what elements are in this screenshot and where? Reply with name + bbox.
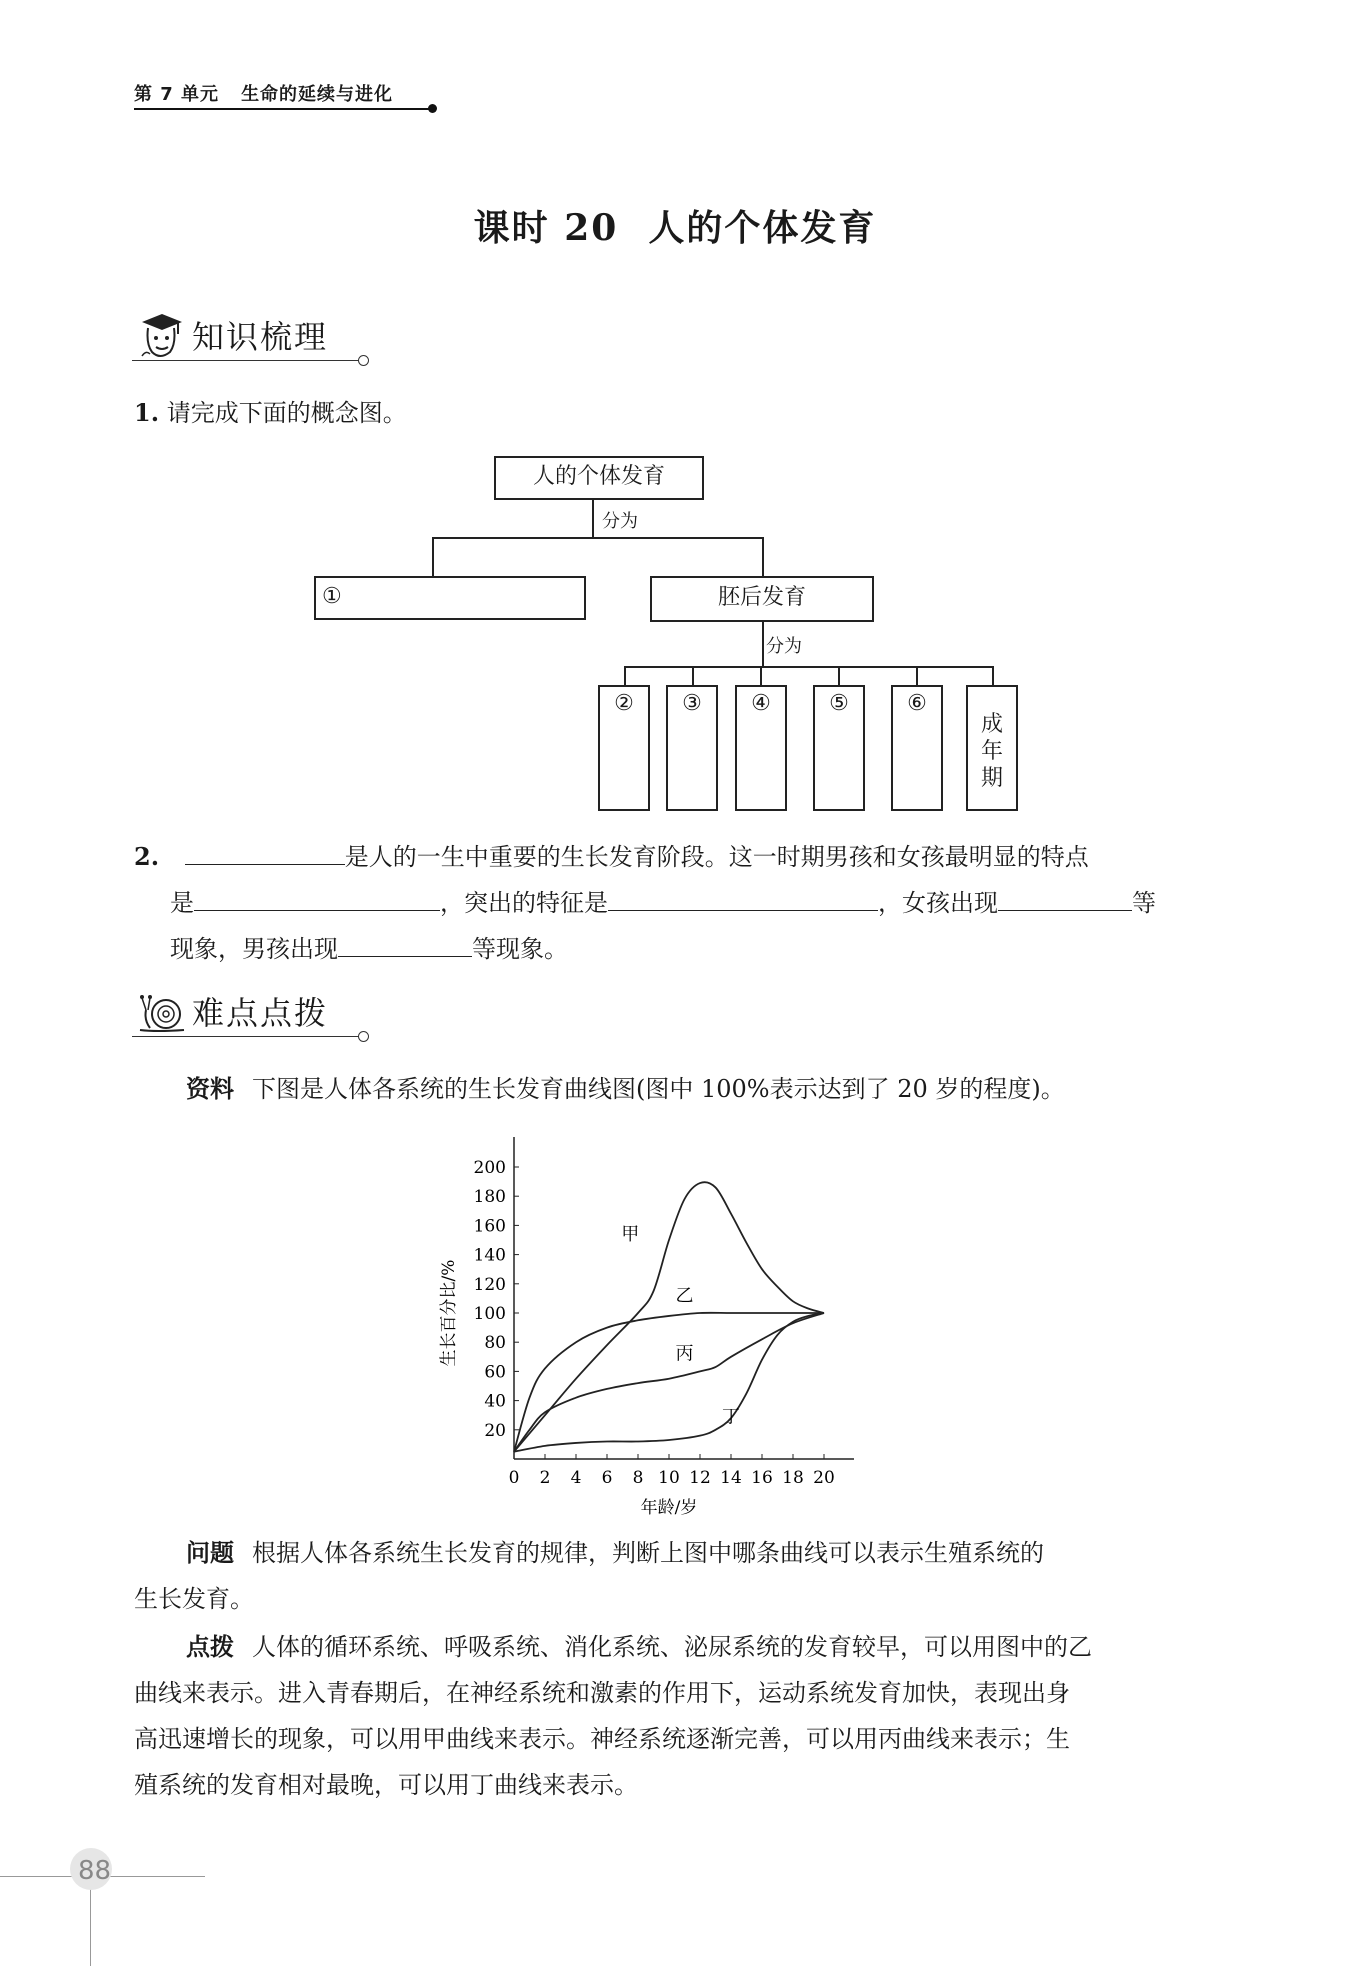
hint-line-2: 曲线来表示。进入青春期后，在神经系统和激素的作用下，运动系统发育加快，表现出身 — [134, 1679, 1070, 1707]
series-label-1: 甲 — [621, 1224, 640, 1245]
graduate-cap-face-icon — [136, 310, 186, 360]
q2-blank-girls[interactable] — [998, 880, 1132, 911]
hint-label: 点拨 — [186, 1632, 234, 1661]
y-tick-label: 40 — [484, 1391, 506, 1412]
q1-text: 请完成下面的概念图。 — [166, 399, 407, 427]
x-tick-label: 18 — [782, 1468, 804, 1488]
concept-root-box: 人的个体发育 — [494, 456, 704, 500]
x-tick-label: 8 — [632, 1468, 644, 1488]
x-tick-label: 6 — [601, 1468, 613, 1488]
snail-icon — [136, 990, 190, 1036]
lesson-title — [0, 200, 1350, 251]
x-tick-label: 20 — [813, 1468, 835, 1488]
header-rule — [134, 108, 432, 110]
series-label-2: 乙 — [675, 1285, 694, 1307]
q2-line-2 — [134, 880, 1214, 926]
adulthood-char-1: 成 — [980, 712, 1003, 737]
q2-block — [134, 834, 1214, 972]
material-label: 资料 — [186, 1074, 234, 1103]
q2-text-4: ，女孩出现 — [878, 889, 998, 917]
x-tick-label: 4 — [570, 1468, 582, 1488]
concept-branch-label: 分为 — [602, 511, 638, 532]
adulthood-char-2: 年 — [980, 739, 1003, 764]
growth-curve-chart — [430, 1125, 870, 1525]
y-tick-label: 60 — [484, 1362, 506, 1383]
concept-blank-box-6[interactable]: ⑥ — [891, 685, 943, 811]
concept-blank-box-1[interactable]: ① — [314, 576, 586, 620]
concept-blank-box-2[interactable]: ② — [598, 685, 650, 811]
unit-number: 第 7 单元 — [134, 84, 220, 105]
q2-text-6: 现象，男孩出现 — [170, 935, 338, 963]
y-tick-label: 80 — [484, 1333, 506, 1354]
y-tick-label: 120 — [473, 1274, 506, 1295]
q2-line-1 — [134, 834, 1214, 880]
y-tick-label: 180 — [473, 1187, 506, 1208]
header-dot — [428, 104, 437, 113]
x-tick-label: 0 — [508, 1468, 520, 1488]
x-tick-label: 12 — [689, 1468, 711, 1488]
page-number: 88 — [78, 1856, 112, 1886]
series-line-4 — [514, 1313, 824, 1452]
q2-line-3 — [134, 926, 1214, 972]
lesson-name: 人的个体发育 — [648, 207, 877, 249]
q2-blank-characteristic[interactable] — [608, 880, 878, 911]
concept-blank-box-4[interactable]: ④ — [735, 685, 787, 811]
q2-text-1: 是人的一生中重要的生长发育阶段。这一时期男孩和女孩最明显的特点 — [344, 843, 1089, 871]
concept-blank-box-3[interactable]: ③ — [666, 685, 718, 811]
hint-line-4: 殖系统的发育相对最晚，可以用丁曲线来表示。 — [134, 1771, 638, 1799]
q1-prompt — [134, 390, 407, 436]
question-label: 问题 — [186, 1538, 234, 1567]
concept-sub-label: 分为 — [766, 636, 802, 657]
section-banner-difficulty — [132, 982, 372, 1042]
y-tick-label: 200 — [473, 1158, 506, 1178]
unit-title: 生命的延续与进化 — [241, 84, 394, 105]
y-axis-label: 生长百分比/% — [439, 1259, 459, 1367]
series-label-3: 丙 — [675, 1343, 694, 1365]
q2-blank-stage[interactable] — [185, 834, 345, 865]
x-tick-label: 14 — [720, 1468, 742, 1488]
adulthood-char-3: 期 — [980, 766, 1003, 791]
x-tick-label: 10 — [658, 1468, 680, 1488]
hint-line-3: 高迅速增长的现象，可以用甲曲线来表示。神经系统逐渐完善，可以用丙曲线来表示；生 — [134, 1725, 1070, 1753]
x-axis-label: 年龄/岁 — [640, 1498, 698, 1518]
y-tick-label: 100 — [473, 1304, 506, 1324]
x-tick-label: 2 — [539, 1468, 551, 1488]
section-banner-knowledge — [132, 306, 372, 366]
material-text: 下图是人体各系统的生长发育曲线图(图中 100%表示达到了 20 岁的程度)。 — [252, 1075, 1065, 1103]
material-line — [186, 1066, 1065, 1112]
q2-blank-boys[interactable] — [338, 926, 472, 957]
series-label-4: 丁 — [722, 1406, 740, 1428]
x-tick-label: 16 — [751, 1468, 773, 1488]
q2-text-3: ，突出的特征是 — [440, 889, 608, 917]
question-text-1: 根据人体各系统生长发育的规律，判断上图中哪条曲线可以表示生殖系统的 — [252, 1539, 1044, 1567]
concept-blank-box-5[interactable]: ⑤ — [813, 685, 865, 811]
q2-text-7: 等现象。 — [472, 935, 568, 963]
question-text-2: 生长发育。 — [134, 1585, 254, 1613]
section-title: 难点点拨 — [192, 994, 329, 1032]
q2-text-2: 是 — [170, 889, 194, 917]
series-line-1 — [514, 1182, 824, 1452]
y-tick-label: 140 — [473, 1245, 506, 1266]
q2-number: 2. — [134, 842, 160, 871]
hint-line-1: 人体的循环系统、呼吸系统、消化系统、泌尿系统的发育较早，可以用图中的乙 — [252, 1633, 1092, 1661]
y-tick-label: 160 — [473, 1216, 506, 1237]
unit-header — [134, 80, 415, 106]
concept-box-postembryonic: 胚后发育 — [650, 576, 874, 622]
question-block — [134, 1530, 1214, 1622]
hint-block — [134, 1624, 1224, 1808]
q2-blank-feature[interactable] — [194, 880, 440, 911]
y-tick-label: 20 — [484, 1420, 506, 1441]
concept-box-adulthood — [966, 685, 1018, 811]
lesson-number: 课时 20 — [473, 207, 619, 249]
section-title: 知识梳理 — [192, 318, 329, 356]
q2-text-5: 等 — [1132, 889, 1156, 917]
q1-number: 1. — [134, 398, 160, 427]
